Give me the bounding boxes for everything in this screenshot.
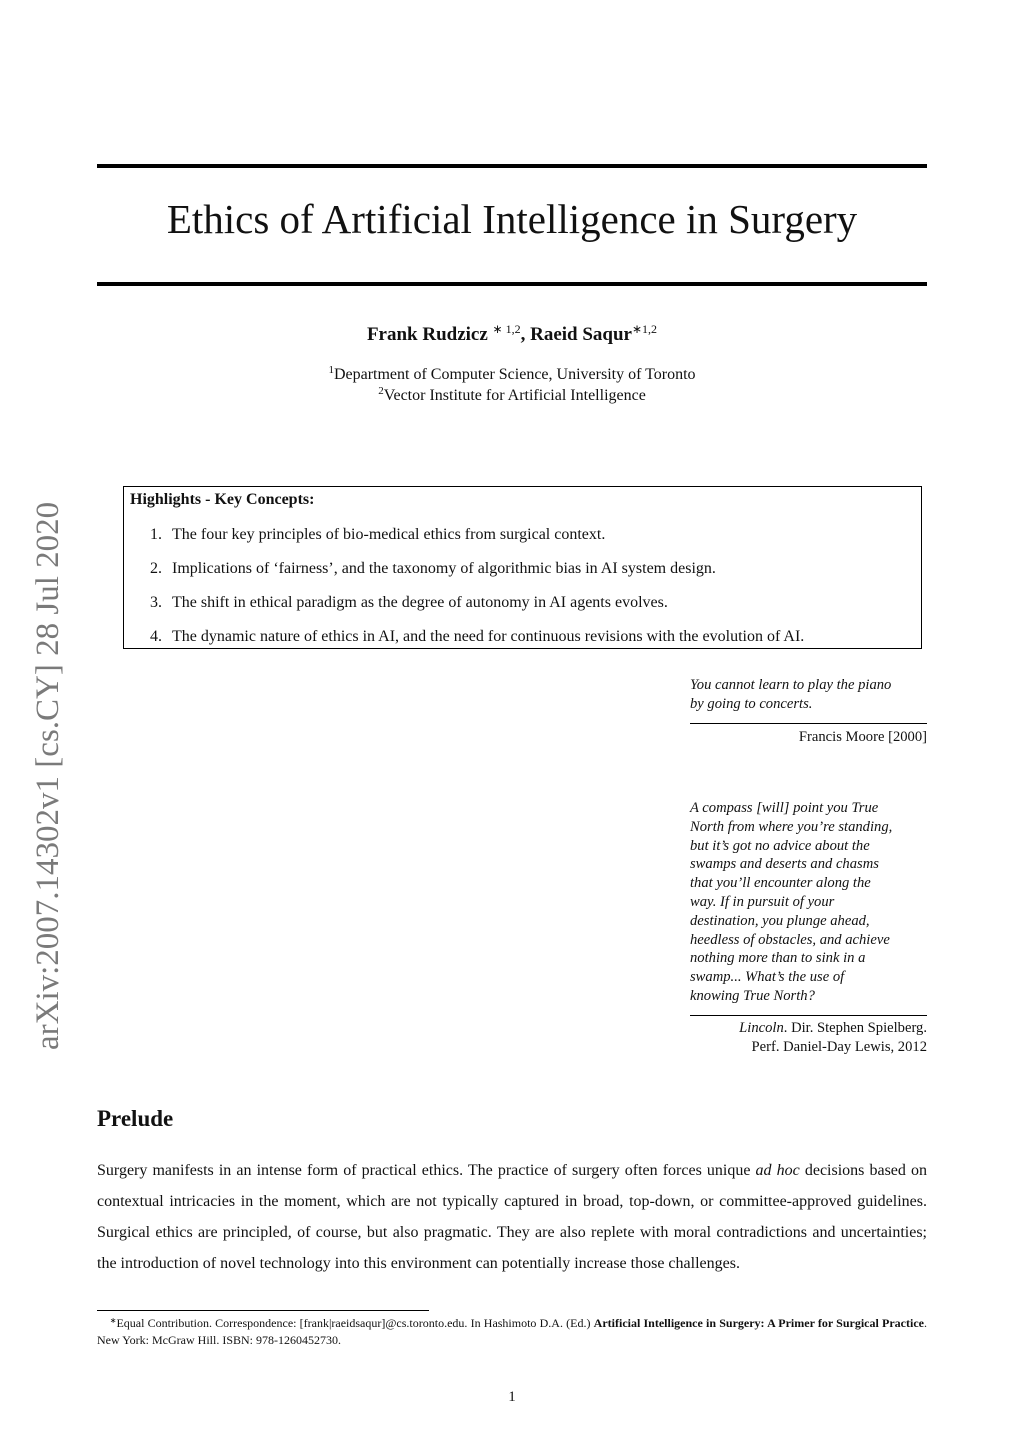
affiliation: [97, 386, 927, 406]
author-separator: ,: [520, 324, 531, 345]
author-line: [97, 322, 927, 348]
section-heading: Prelude: [97, 1106, 174, 1131]
highlight-number: 1.: [150, 526, 162, 543]
title-top-rule: [97, 164, 927, 168]
epigraph-attribution: [600, 1019, 927, 1057]
epigraph-line: but it’s got no advice about the: [690, 837, 870, 854]
epigraph-rule: [690, 723, 927, 724]
footnote-text: . New York: McGraw Hill. ISBN: 978-1260452730.: [97, 1316, 927, 1347]
footnote-book-title: Artificial Intelligence in Surgery: A Primer for Surgical Practice: [593, 1316, 924, 1330]
attribution-text: . Dir. Stephen Spielberg.: [783, 1020, 927, 1036]
affiliation-text: Vector Institute for Artificial Intelligence: [383, 387, 646, 404]
highlight-text: Implications of ‘fairness’, and the taxonomy of algorithmic bias in AI system design.: [172, 560, 716, 577]
footnote-rule: [97, 1310, 429, 1311]
highlight-text: The dynamic nature of ethics in AI, and the need for continuous revisions with the evolution of AI.: [172, 628, 805, 645]
body-text: decisions based on contextual intricacies in the moment, which are not typically captured in broad, top-down, or committee-approved guidelines. Surgical ethics are principled, of course, but also pragmatic. They are also replete with moral contradictions and uncertainties; the introduction of novel technology into this environment can potentially increase those challenges.: [97, 1162, 927, 1272]
highlight-text: The four key principles of bio-medical ethics from surgical context.: [172, 526, 606, 543]
highlight-text: The shift in ethical paradigm as the degree of autonomy in AI agents evolves.: [172, 594, 668, 611]
affiliation-text: Department of Computer Science, University of Toronto: [333, 366, 696, 383]
author-name: Frank Rudzicz: [366, 324, 488, 345]
epigraph-attribution: Francis Moore [2000]: [798, 729, 927, 745]
footnote-text: Equal Contribution. Correspondence: [frank|raeidsaqur]@cs.toronto.edu. In Hashimoto D.A. (Ed.): [116, 1316, 594, 1330]
attribution-text: Perf. Daniel-Day Lewis, 2012: [751, 1039, 927, 1055]
footnote: [97, 1315, 927, 1349]
highlight-number: 2.: [150, 560, 162, 577]
highlights-heading: Highlights - Key Concepts:: [130, 491, 315, 508]
highlight-item: [150, 627, 804, 647]
highlights-box: [123, 486, 922, 649]
author-affiliation-marker: ∗ 1,2: [492, 322, 521, 336]
body-paragraph: [97, 1155, 927, 1279]
epigraph-line: nothing more than to sink in a: [690, 950, 866, 967]
highlight-item: [150, 559, 716, 579]
epigraph-line: knowing True North?: [690, 987, 815, 1004]
footnote-marker: ∗: [109, 1316, 117, 1325]
title-bottom-rule: [97, 282, 927, 286]
highlight-number: 3.: [150, 594, 162, 611]
arxiv-identifier-stamp: arXiv:2007.14302v1 [cs.CY] 28 Jul 2020: [30, 501, 66, 1050]
author-affiliation-marker: ∗1,2: [632, 322, 658, 336]
highlight-item: [150, 525, 605, 545]
epigraph-rule: [690, 1015, 927, 1016]
affiliation-marker: 1: [328, 364, 334, 376]
highlight-item: [150, 593, 668, 613]
body-text-italic: ad hoc: [755, 1162, 800, 1179]
epigraph-line: way. If in pursuit of your: [690, 893, 835, 910]
epigraph-line: North from where you’re standing,: [690, 818, 893, 835]
highlight-number: 4.: [150, 628, 162, 645]
epigraph-quote: [690, 676, 930, 714]
epigraph-line: by going to concerts.: [690, 695, 813, 712]
epigraph-line: heedless of obstacles, and achieve: [690, 931, 890, 948]
paper-title: Ethics of Artificial Intelligence in Surgery: [166, 196, 858, 242]
page-number: 1: [508, 1389, 516, 1405]
epigraph-line: destination, you plunge ahead,: [690, 912, 870, 929]
epigraph-line: swamps and deserts and chasms: [690, 856, 879, 873]
epigraph-line: that you’ll encounter along the: [690, 875, 871, 892]
epigraph-line: You cannot learn to play the piano: [690, 677, 892, 693]
epigraph-line: A compass [will] point you True: [690, 800, 879, 816]
author-name: Raeid Saqur: [530, 324, 632, 345]
body-text: Surgery manifests in an intense form of practical ethics. The practice of surgery often forces unique: [97, 1162, 756, 1179]
affiliation-marker: 2: [378, 385, 384, 397]
epigraph-quote: [690, 799, 930, 1006]
film-title: Lincoln: [739, 1020, 784, 1036]
epigraph-line: swamp... What’s the use of: [690, 969, 845, 986]
affiliation: [97, 365, 927, 385]
